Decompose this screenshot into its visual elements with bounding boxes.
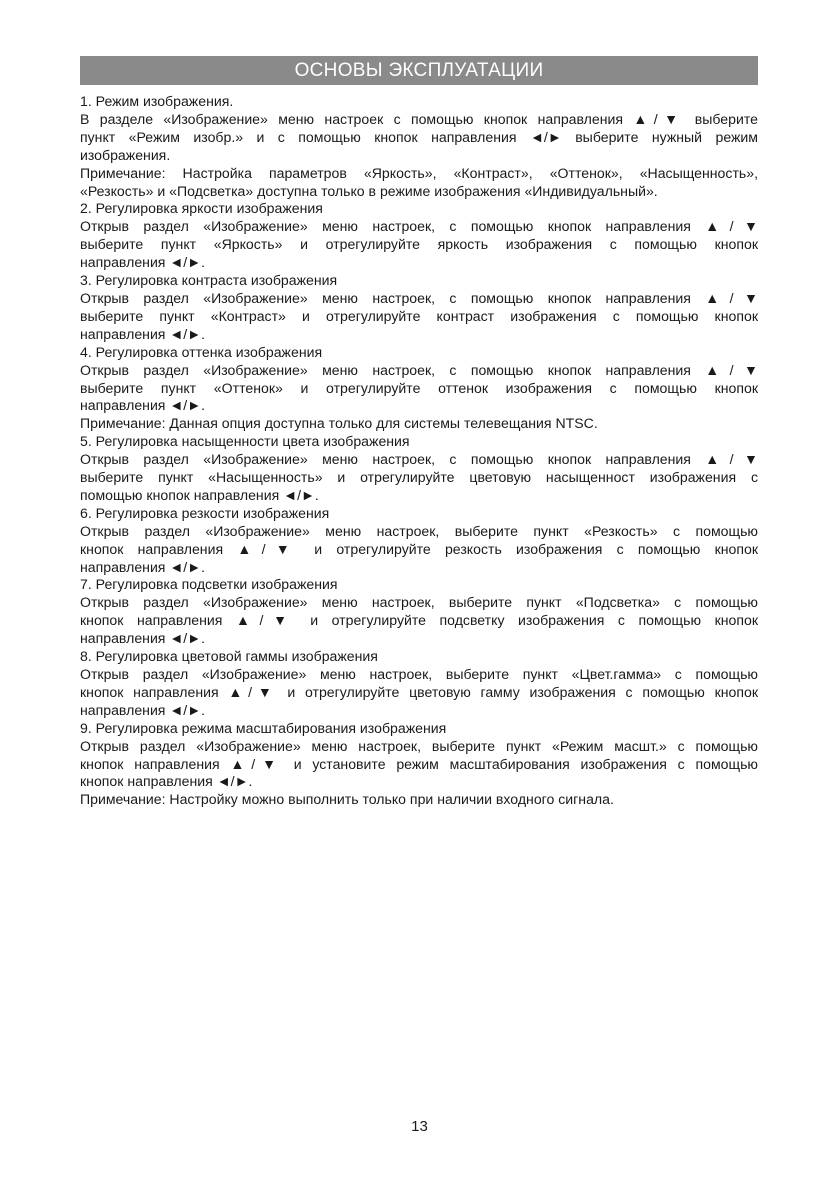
text-line: В разделе «Изображение» меню настроек с помощью кнопок направления ▲/▼ выберите	[80, 110, 758, 127]
text-line: пункт «Режим изобр.» и с помощью кнопок направления ◄/► выберите нужный режим	[80, 128, 758, 145]
page-number: 13	[411, 1118, 428, 1135]
text-line: «Резкость» и «Подсветка» доступна только в режиме изображения «Индивидуальный».	[80, 182, 658, 199]
text-line: 8. Регулировка цветовой гаммы изображения	[80, 648, 378, 665]
text-line: кнопок направления ▲/▼ и отрегулируйте цветовую гамму изображения с помощью кнопок	[80, 683, 758, 700]
text-line: 5. Регулировка насыщенности цвета изображения	[80, 433, 410, 450]
text-line: Открыв раздел «Изображение» меню настроек, с помощью кнопок направления ▲/▼	[80, 451, 758, 468]
instructions-body	[80, 93, 758, 809]
text-line: 2. Регулировка яркости изображения	[80, 200, 323, 217]
text-line: направления ◄/►.	[80, 397, 206, 414]
text-line: Открыв раздел «Изображение» меню настроек, выберите пункт «Цвет.гамма» с помощью	[80, 666, 758, 682]
text-line: 3. Регулировка контраста изображения	[80, 272, 338, 289]
text-line: выберите пункт «Яркость» и отрегулируйте яркость изображения с помощью кнопок	[80, 236, 758, 253]
text-line: кнопок направления ◄/►.	[80, 773, 253, 790]
text-line: кнопок направления ▲/▼ и отрегулируйте подсветку изображения с помощью кнопок	[80, 612, 758, 629]
text-line: выберите пункт «Оттенок» и отрегулируйте оттенок изображения с помощью кнопок	[80, 379, 758, 396]
text-line: 7. Регулировка подсветки изображения	[80, 576, 338, 593]
text-line: Примечание: Настройка параметров «Яркость», «Контраст», «Оттенок», «Насыщенность»,	[80, 164, 758, 181]
text-line: Открыв раздел «Изображение» меню настроек, с помощью кнопок направления ▲/▼	[80, 361, 758, 378]
text-line: Открыв раздел «Изображение» меню настроек, выберите пункт «Резкость» с помощью	[80, 522, 758, 539]
text-line: 9. Регулировка режима масштабирования изображения	[80, 719, 447, 736]
section-header	[80, 56, 758, 85]
text-line: Примечание: Настройку можно выполнить только при наличии входного сигнала.	[80, 791, 614, 808]
text-line: кнопок направления ▲/▼ и установите режим масштабирования изображения с помощью	[80, 755, 758, 772]
text-line: помощью кнопок направления ◄/►.	[80, 486, 319, 503]
text-line: 4. Регулировка оттенка изображения	[80, 343, 323, 360]
text-line: Открыв раздел «Изображение» меню настроек, с помощью кнопок направления ▲/▼	[80, 218, 758, 235]
text-line: Открыв раздел «Изображение» меню настроек, выберите пункт «Режим масшт.» с помощью	[80, 737, 758, 754]
text-line: кнопок направления ▲/▼ и отрегулируйте резкость изображения с помощью кнопок	[80, 540, 758, 557]
text-line: выберите пункт «Контраст» и отрегулируйте контраст изображения с помощью кнопок	[80, 307, 758, 324]
text-line: направления ◄/►.	[80, 254, 206, 271]
text-line: 6. Регулировка резкости изображения	[80, 504, 330, 521]
text-line: изображения.	[80, 146, 171, 163]
text-line: Открыв раздел «Изображение» меню настроек, с помощью кнопок направления ▲/▼	[80, 289, 758, 306]
text-line: направления ◄/►.	[80, 701, 206, 718]
text-line: направления ◄/►.	[80, 630, 206, 647]
text-line: 1. Режим изображения.	[80, 93, 234, 109]
text-line: выберите пункт «Насыщенность» и отрегулируйте цветовую насыщенност изображения с	[80, 469, 758, 486]
text-line: направления ◄/►.	[80, 558, 206, 575]
text-line: Открыв раздел «Изображение» меню настроек, выберите пункт «Подсветка» с помощью	[80, 594, 758, 611]
text-line: Примечание: Данная опция доступна только для системы телевещания NTSC.	[80, 415, 598, 432]
text-line: направления ◄/►.	[80, 325, 206, 342]
section-title: ОСНОВЫ ЭКСПЛУАТАЦИИ	[294, 60, 544, 81]
